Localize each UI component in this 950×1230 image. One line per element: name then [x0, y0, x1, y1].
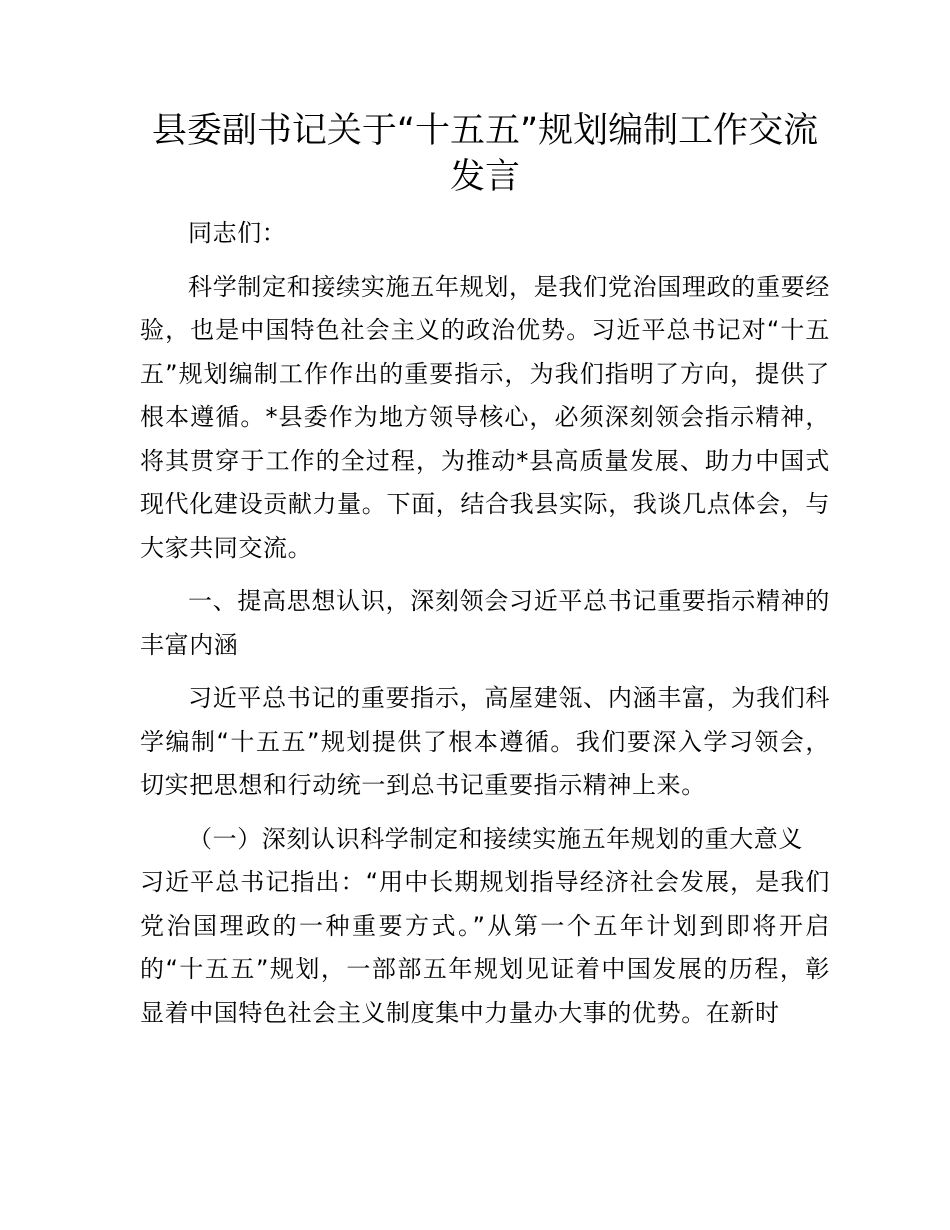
document-page — [140, 108, 830, 1035]
document-title: 县委副书记关于“十五五”规划编制工作交流发言 — [151, 111, 819, 197]
subsection-heading-1: （一）深刻认识科学制定和接续实施五年规划的重大意义 — [188, 824, 803, 853]
paragraph-subsection-1: 习近平总书记指出：“用中长期规划指导经济社会发展，是我们党治国理政的一种重要方式。”从第一个五年计划到即将开启的“十五五”规划，一部部五年规划见证着中国发展的历程，彰显着中国特色社会主义制度集中力量办大事的优势。在新时 — [140, 868, 830, 1027]
paragraph-intro: 科学制定和接续实施五年规划，是我们党治国理政的重要经验，也是中国特色社会主义的政治优势。习近平总书记对“十五五”规划编制工作作出的重要指示，为我们指明了方向，提供了根本遵循。*县委作为地方领导核心，必须深刻领会指示精神，将其贯穿于工作的全过程，为推动*县高质量发展、助力中国式现代化建设贡献力量。下面，结合我县实际，我谈几点体会，与大家共同交流。 — [140, 272, 830, 562]
section-heading-1: 一、提高思想认识，深刻领会习近平总书记重要指示精神的丰富内涵 — [140, 587, 830, 659]
salutation: 同志们： — [188, 219, 287, 247]
paragraph-section-1: 习近平总书记的重要指示，高屋建瓴、内涵丰富，为我们科学编制“十五五”规划提供了根本遵循。我们要深入学习领会，切实把思想和行动统一到总书记重要指示精神上来。 — [140, 684, 830, 799]
